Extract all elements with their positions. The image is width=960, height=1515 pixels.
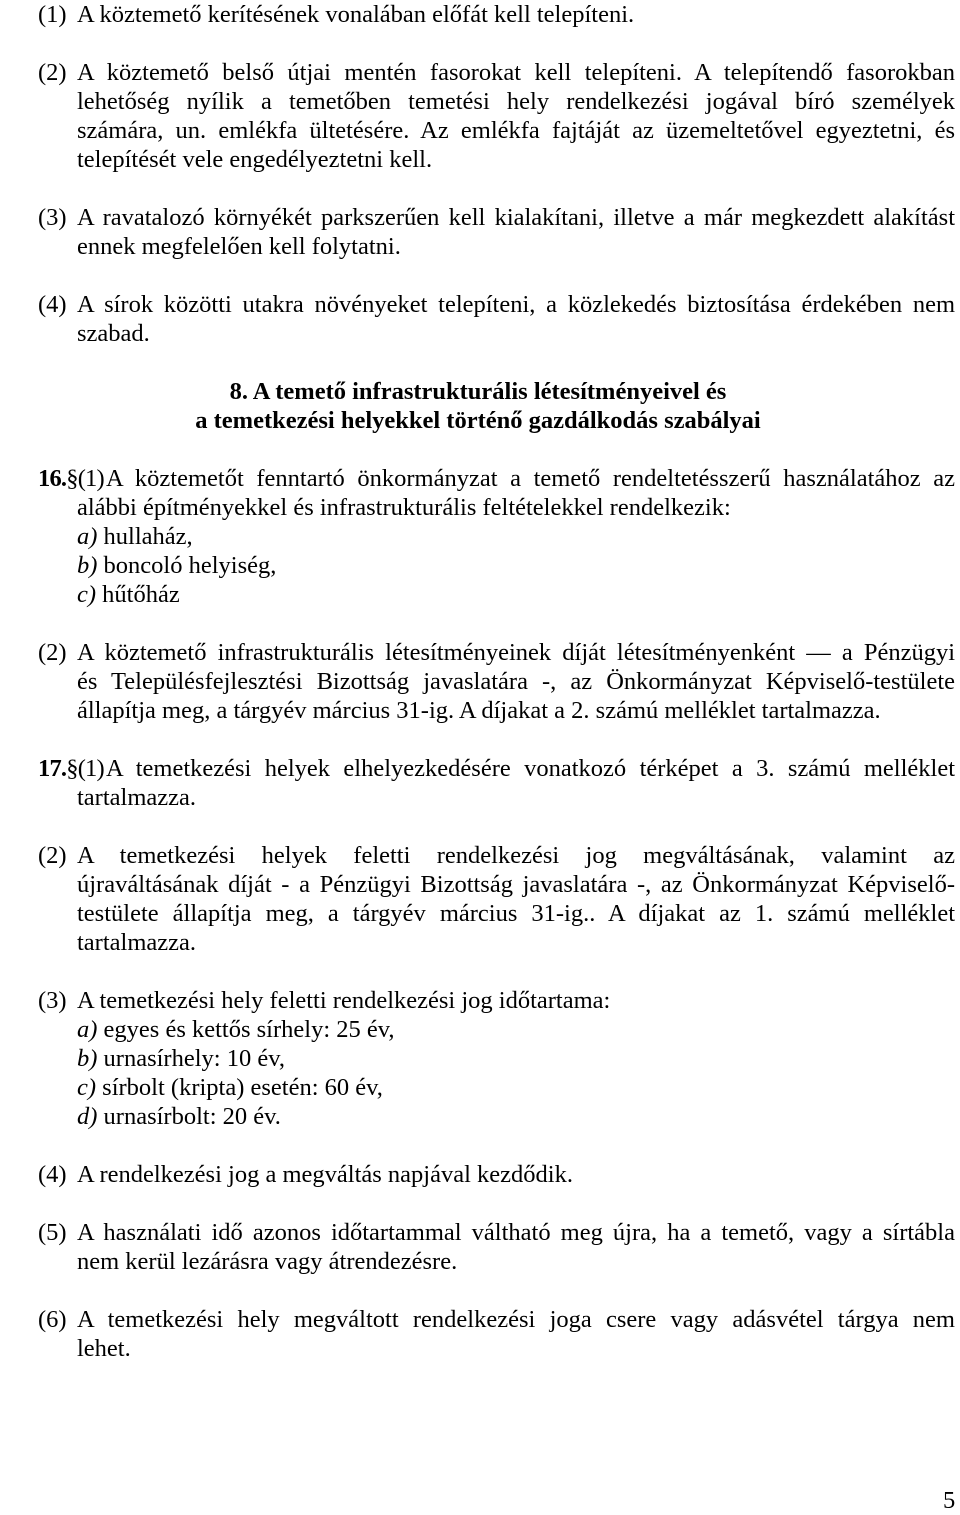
paragraph-line	[38, 58, 955, 87]
page-number: 5	[943, 1487, 956, 1514]
paragraph-text: A temetkezési hely feletti rendelkezési jog időtartama:	[77, 987, 611, 1014]
paragraph-text: nem kerül lezárásra vagy átrendezésre.	[77, 1248, 458, 1275]
paragraph-number: (2)	[38, 59, 67, 86]
list-item	[38, 1015, 955, 1044]
paragraph-line	[38, 87, 955, 116]
paragraph-line	[38, 696, 955, 725]
paragraph-line	[38, 754, 955, 783]
paragraph-line	[38, 638, 955, 667]
paragraph-text: lehet.	[77, 1335, 131, 1362]
paragraph-text: alábbi építményekkel és infrastrukturális feltételekkel rendelkezik:	[77, 494, 731, 521]
paragraph-text: A ravatalozó környékét parkszerűen kell kialakítani, illetve a már megkezdett alakítást	[77, 204, 955, 231]
paragraph-number: (1)	[77, 755, 104, 782]
paragraph	[38, 464, 955, 609]
paragraph-text: A használati idő azonos időtartammal váltható meg újra, ha a temető, vagy a sírtábla	[77, 1219, 955, 1246]
section-number: 16.	[38, 465, 67, 492]
paragraph-text: tartalmazza.	[77, 929, 197, 956]
list-marker: b)	[77, 1045, 98, 1072]
heading-line: a temetkezési helyekkel történő gazdálkodás szabályai	[195, 407, 761, 434]
list-item-text: boncoló helyiség,	[103, 552, 277, 579]
paragraph-text: és Településfejlesztési Bizottság javaslatára -, az Önkormányzat Képviselő-testülete	[77, 668, 955, 695]
paragraph-line	[38, 319, 955, 348]
list-marker: b)	[77, 552, 98, 579]
paragraph	[38, 986, 955, 1131]
paragraph	[38, 1160, 955, 1189]
paragraph-number: (5)	[38, 1219, 67, 1246]
paragraph-number: (4)	[38, 1161, 67, 1188]
paragraph-line	[38, 928, 955, 957]
paragraph	[38, 1305, 955, 1363]
paragraph-line	[38, 145, 955, 174]
paragraph-line	[38, 1305, 955, 1334]
paragraph	[38, 638, 955, 725]
paragraph	[38, 754, 955, 812]
paragraph-text: A temetkezési helyek elhelyezkedésére vonatkozó térképet a 3. számú melléklet	[106, 755, 955, 782]
paragraph-text: A temetkezési helyek feletti rendelkezési jog megváltásának, valamint az	[77, 842, 955, 869]
list-item-text: hűtőház	[102, 581, 180, 608]
paragraph-line	[38, 1334, 955, 1363]
paragraph-text: A temetkezési hely megváltott rendelkezési joga csere vagy adásvétel tárgya nem	[77, 1306, 955, 1333]
list-item-text: sírbolt (kripta) esetén: 60 év,	[102, 1074, 383, 1101]
list-item	[38, 551, 955, 580]
paragraph-text: A köztemetőt fenntartó önkormányzat a temető rendeltetésszerű használatához az	[106, 465, 955, 492]
list-marker: a)	[77, 523, 98, 550]
paragraph-line	[38, 783, 955, 812]
paragraph	[38, 290, 955, 348]
paragraph-line	[38, 1247, 955, 1276]
list-item-text: hullaház,	[103, 523, 193, 550]
paragraph-line	[38, 870, 955, 899]
paragraph-line	[38, 0, 955, 29]
paragraph-text: lehetőség nyílik a temetőben temetési hely rendelkezési jogával bíró személyek	[77, 88, 955, 115]
paragraph-number: (6)	[38, 1306, 67, 1333]
list-item-text: urnasírhely: 10 év,	[103, 1045, 285, 1072]
paragraph	[38, 1218, 955, 1276]
paragraph-text: szabad.	[77, 320, 150, 347]
section-label	[38, 754, 104, 783]
list-item	[38, 522, 955, 551]
paragraph-number: (1)	[38, 1, 67, 28]
paragraph-text: A rendelkezési jog a megváltás napjával kezdődik.	[77, 1161, 573, 1188]
list-item	[38, 1044, 955, 1073]
paragraph-number: (2)	[38, 842, 67, 869]
paragraph-text: újraváltásának díját - a Pénzügyi Bizottság javaslatára -, az Önkormányzat Képviselő-	[77, 871, 955, 898]
paragraph-number: (1)	[77, 465, 104, 492]
paragraph-line	[38, 899, 955, 928]
paragraph-number: (4)	[38, 291, 67, 318]
paragraph-text: A sírok közötti utakra növényeket telepíteni, a közlekedés biztosítása érdekében nem	[77, 291, 955, 318]
paragraph-line	[38, 493, 955, 522]
paragraph	[38, 0, 955, 29]
section-label	[38, 464, 104, 493]
section-heading	[0, 377, 956, 435]
paragraph	[38, 841, 955, 957]
section-number: 17.	[38, 755, 67, 782]
paragraph-text: A köztemető infrastrukturális létesítményeinek díját létesítményenként — a Pénzügyi	[77, 639, 955, 666]
section-sign: §	[66, 465, 78, 492]
list-marker: d)	[77, 1103, 98, 1130]
list-item	[38, 1073, 955, 1102]
paragraph-line	[38, 1218, 955, 1247]
section-sign: §	[66, 755, 78, 782]
paragraph-line	[38, 464, 955, 493]
paragraph-line	[38, 986, 955, 1015]
paragraph-text: telepítését vele engedélyeztetni kell.	[77, 146, 433, 173]
document-body	[38, 0, 955, 1392]
paragraph-line	[38, 232, 955, 261]
list-marker: a)	[77, 1016, 98, 1043]
list-item-text: urnasírbolt: 20 év.	[103, 1103, 281, 1130]
paragraph-line	[38, 1160, 955, 1189]
paragraph-number: (2)	[38, 639, 67, 666]
paragraph-line	[38, 667, 955, 696]
list-marker: c)	[77, 581, 97, 608]
paragraph-line	[38, 203, 955, 232]
list-marker: c)	[77, 1074, 97, 1101]
paragraph-text: A köztemető kerítésének vonalában előfát kell telepíteni.	[77, 1, 635, 28]
list-item	[38, 1102, 955, 1131]
list-item-text: egyes és kettős sírhely: 25 év,	[103, 1016, 395, 1043]
heading-line: 8. A temető infrastrukturális létesítményeivel és	[229, 378, 727, 405]
paragraph-line	[38, 290, 955, 319]
paragraph-text: A köztemető belső útjai mentén fasorokat kell telepíteni. A telepítendő fasorokban	[77, 59, 955, 86]
paragraph-text: állapítja meg, a tárgyév március 31-ig. A díjakat a 2. számú melléklet tartalmazza.	[77, 697, 881, 724]
paragraph-text: ennek megfelelően kell folytatni.	[77, 233, 401, 260]
paragraph-line	[38, 841, 955, 870]
paragraph	[38, 58, 955, 174]
paragraph-number: (3)	[38, 987, 67, 1014]
paragraph-text: számára, un. emlékfa ültetésére. Az emlékfa fajtáját az üzemeltetővel egyeztetni, és	[77, 117, 955, 144]
list-item	[38, 580, 955, 609]
paragraph-line	[38, 116, 955, 145]
paragraph-text: testülete állapítja meg, a tárgyév március 31-ig.. A díjakat az 1. számú melléklet	[77, 900, 955, 927]
paragraph-text: tartalmazza.	[77, 784, 197, 811]
paragraph	[38, 203, 955, 261]
paragraph-number: (3)	[38, 204, 67, 231]
